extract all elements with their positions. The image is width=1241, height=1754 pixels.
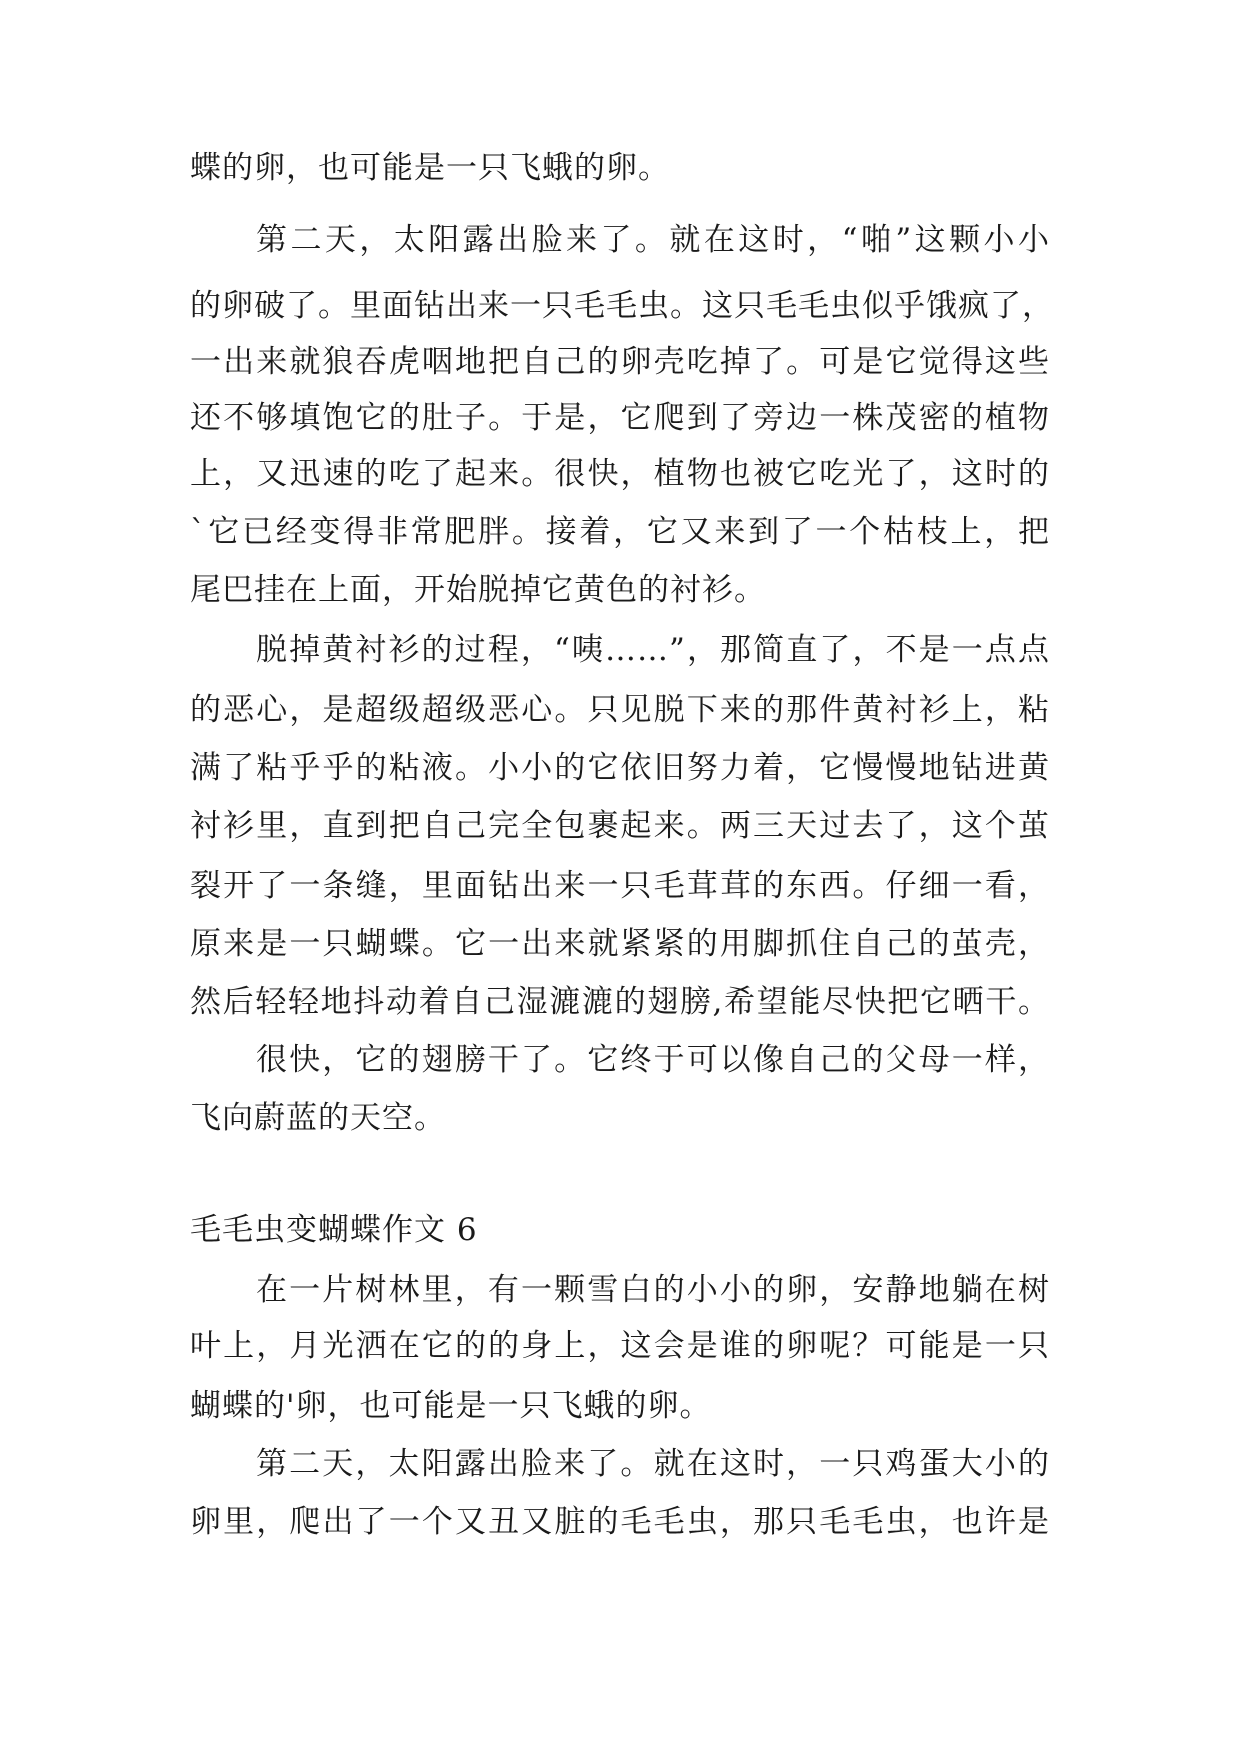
text-line: 蝴蝶的'卵，也可能是一只飞蛾的卵。 <box>190 1388 712 1424</box>
text-line: 满了粘乎乎的粘液。小小的它依旧努力着，它慢慢地钻进黄 <box>190 750 1050 786</box>
text-line: 的恶心，是超级超级恶心。只见脱下来的那件黄衬衫上，粘 <box>190 692 1050 728</box>
text-line: 蝶的卵，也可能是一只飞蛾的卵。 <box>190 150 670 186</box>
text-line: 在一片树林里，有一颗雪白的小小的卵，安静地躺在树 <box>256 1272 1050 1308</box>
text-line: 原来是一只蝴蝶。它一出来就紧紧的用脚抓住自己的茧壳， <box>190 926 1050 962</box>
text-line: 衬衫里，直到把自己完全包裹起来。两三天过去了，这个茧 <box>190 808 1050 844</box>
text-line: 脱掉黄衬衫的过程，“咦……”，那简直了，不是一点点 <box>256 632 1050 668</box>
text-line: 第二天，太阳露出脸来了。就在这时，“啪”这颗小小 <box>256 222 1050 258</box>
section-heading: 毛毛虫变蝴蝶作文 6 <box>190 1212 478 1248</box>
text-line: 然后轻轻地抖动着自己湿漉漉的翅膀,希望能尽快把它晒干。 <box>190 984 1050 1020</box>
text-line: 一出来就狼吞虎咽地把自己的卵壳吃掉了。可是它觉得这些 <box>190 344 1050 380</box>
text-line: 卵里，爬出了一个又丑又脏的毛毛虫，那只毛毛虫，也许是 <box>190 1504 1050 1540</box>
text-line: `它已经变得非常肥胖。接着，它又来到了一个枯枝上，把 <box>190 514 1050 550</box>
text-line: 很快，它的翅膀干了。它终于可以像自己的父母一样， <box>256 1042 1050 1078</box>
text-line: 第二天，太阳露出脸来了。就在这时，一只鸡蛋大小的 <box>256 1446 1050 1482</box>
text-line: 还不够填饱它的肚子。于是，它爬到了旁边一株茂密的植物 <box>190 400 1050 436</box>
text-line: 飞向蔚蓝的天空。 <box>190 1100 446 1136</box>
text-line: 裂开了一条缝，里面钻出来一只毛茸茸的东西。仔细一看， <box>190 868 1050 904</box>
text-line: 叶上，月光洒在它的的身上，这会是谁的卵呢？可能是一只 <box>190 1328 1050 1364</box>
text-line: 上，又迅速的吃了起来。很快，植物也被它吃光了，这时的 <box>190 456 1050 492</box>
text-line: 尾巴挂在上面，开始脱掉它黄色的衬衫。 <box>190 572 766 608</box>
text-line: 的卵破了。里面钻出来一只毛毛虫。这只毛毛虫似乎饿疯了， <box>190 288 1054 324</box>
